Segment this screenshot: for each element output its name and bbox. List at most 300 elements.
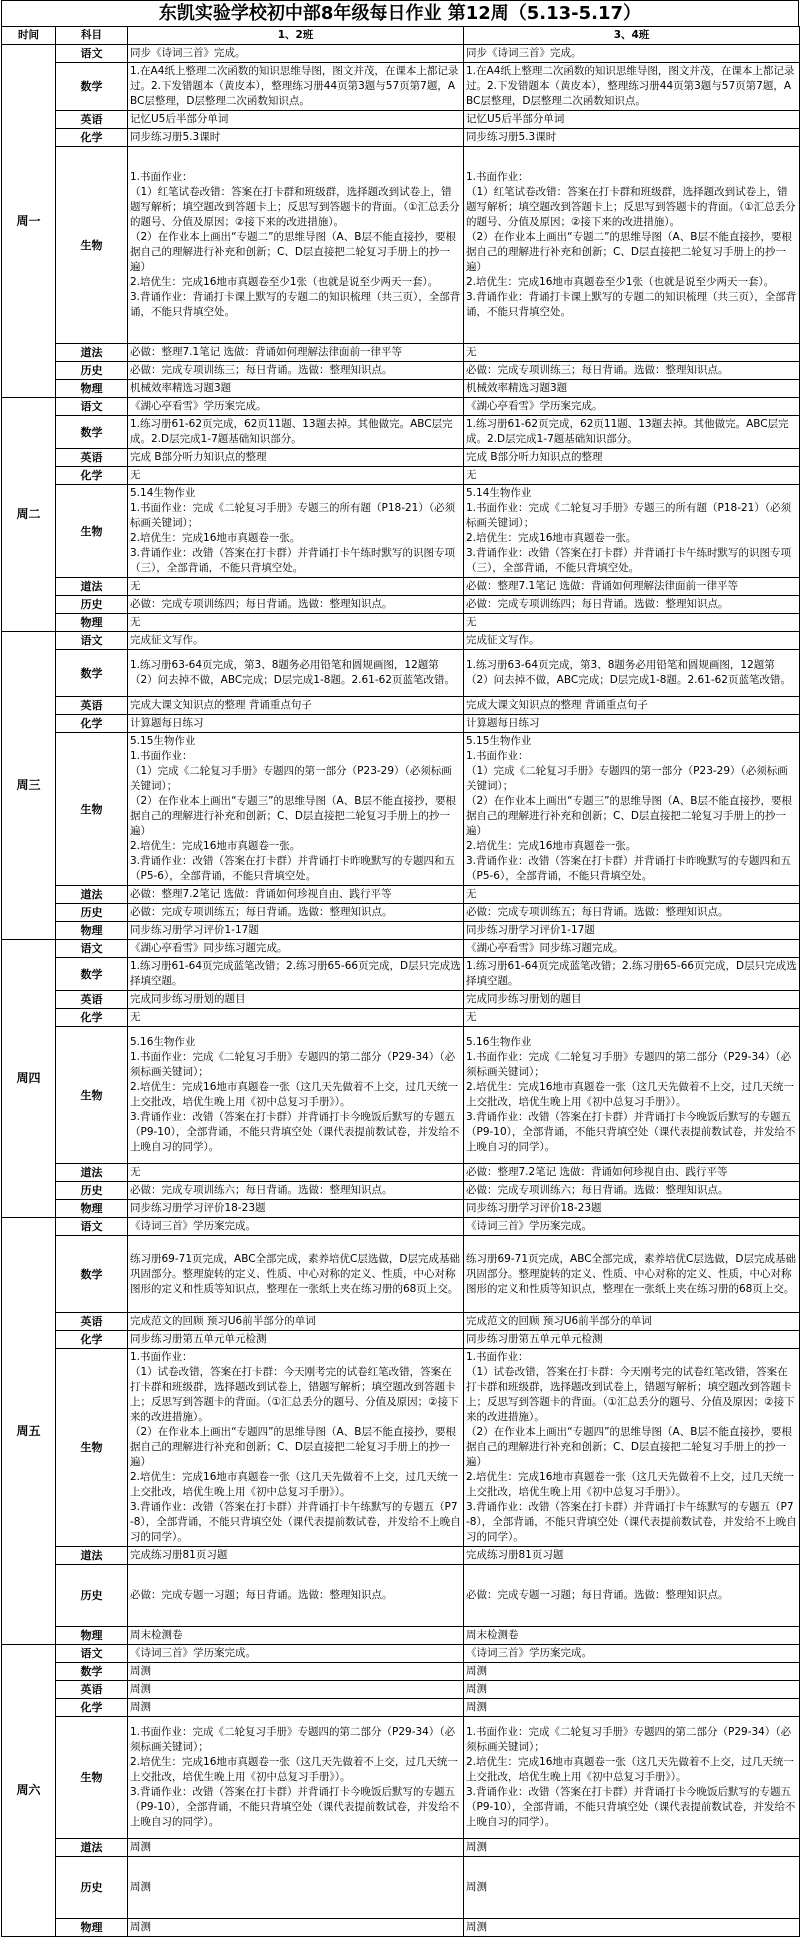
table-row <box>2 1027 800 1164</box>
homework-class-1-2 <box>128 1182 464 1200</box>
homework-class-3-4 <box>464 467 800 485</box>
homework-class-3-4 <box>464 362 800 380</box>
homework-class-3-4 <box>464 1919 800 1937</box>
homework-text: 5.16生物作业 1.书面作业：完成《二轮复习手册》专题四的第二部分（P29-34）（必须标画关键词）； 2.培优生：完成16地市真题卷一张（这几天先做着不上交，过几天统一上交批改，培优生晚上用《初中总复习手册》）。 3.背诵作业：改错（答案在打卡群）并背诵打卡今晚饭后默写的专题五（P9-10），全部背诵，不能只背填空处（课代表提前数试卷，并发给不上晚自习的同学）。 <box>466 1036 796 1153</box>
homework-text: 必做：完成专项训练六；每日背诵。选做：整理知识点。 <box>130 1184 393 1196</box>
homework-class-3-4 <box>464 1009 800 1027</box>
table-row <box>2 886 800 904</box>
homework-text: 完成范文的回顾 预习U6前半部分的单词 <box>466 1315 652 1327</box>
subject-cell: 物理 <box>56 1200 128 1218</box>
homework-text: 《湖心亭看雪》学历案完成。 <box>130 400 267 412</box>
homework-class-3-4 <box>464 1547 800 1565</box>
homework-text: 同步练习册5.3课时 <box>130 131 221 143</box>
homework-class-3-4 <box>464 940 800 958</box>
homework-text: 周测 <box>466 1881 487 1893</box>
subject-cell: 语文 <box>56 45 128 63</box>
homework-text: 1.练习册61-62页完成，62页11题、13题去掉。其他做完。ABC层完成。2.D层完成1-7题基础知识部分。 <box>466 418 789 445</box>
subject-cell: 英语 <box>56 991 128 1009</box>
subject-cell: 数学 <box>56 1663 128 1681</box>
homework-class-1-2 <box>128 380 464 398</box>
subject-cell: 化学 <box>56 715 128 733</box>
homework-text: 无 <box>466 616 477 628</box>
homework-class-1-2 <box>128 614 464 632</box>
table-row <box>2 485 800 578</box>
homework-body <box>2 45 800 1937</box>
homework-text: 同步练习册5.3课时 <box>466 131 557 143</box>
subject-cell: 道法 <box>56 886 128 904</box>
homework-class-3-4 <box>464 45 800 63</box>
subject-cell: 物理 <box>56 614 128 632</box>
table-row <box>2 1663 800 1681</box>
table-row <box>2 129 800 147</box>
homework-class-1-2 <box>128 697 464 715</box>
header-time: 时间 <box>2 27 56 45</box>
table-row <box>2 958 800 991</box>
subject-cell: 道法 <box>56 1839 128 1857</box>
homework-text: 1.书面作业： （1）红笔试卷改错：答案在打卡群和班级群，选择题改到试卷上，错题写解析；填空题改到答题卡上；反思写到答题卡的背面。（①汇总丢分的题号、分值及原因；②接下来的改进措施）。 （2）在作业本上画出“专题二”的思维导图（A、B层不能直接抄，要根据自己的理解进行补充和创新；C、D层直接把二轮复习手册上的抄一遍） 2.培优生：完成16地市真题卷至少1张（也就是说至少两天一套）。 3.背诵作业：背诵打卡课上默写的专题二的知识梳理（共三页），全部背诵，不能只背填空处。 <box>130 171 461 318</box>
homework-class-1-2 <box>128 1663 464 1681</box>
homework-class-1-2 <box>128 416 464 449</box>
homework-text: 完成范文的回顾 预习U6前半部分的单词 <box>130 1315 316 1327</box>
homework-text: 无 <box>466 346 477 358</box>
homework-class-3-4 <box>464 63 800 111</box>
homework-class-1-2 <box>128 1200 464 1218</box>
table-row <box>2 1645 800 1663</box>
homework-text: 完成 B部分听力知识点的整理 <box>130 451 267 463</box>
homework-text: 1.书面作业：完成《二轮复习手册》专题四的第二部分（P29-34）（必须标画关键词）； 2.培优生：完成16地市真题卷一张（这几天先做着不上交，过几天统一上交批改，培优生晚上用《初中总复习手册》）。 3.背诵作业：改错（答案在打卡群）并背诵打卡今晚饭后默写的专题五（P9-10），全部背诵，不能只背填空处（课代表提前数试卷，并发给不上晚自习的同学）。 <box>130 1726 460 1828</box>
subject-cell: 道法 <box>56 344 128 362</box>
homework-class-3-4 <box>464 886 800 904</box>
homework-text: 1.书面作业： （1）试卷改错，答案在打卡群：今天刚考完的试卷红笔改错，答案在打卡群和班级群，选择题改到试卷上，错题写解析；填空题改到答题卡上；反思写到答题卡的背面。（①汇总丢分的题号、分值及原因；②接下来的改进措施）。 （2）在作业本上画出“专题四”的思维导图（A、B层不能直接抄，要根据自己的理解进行补充和创新；C、D层直接把二轮复习手册上的抄一遍） 2.培优生：完成16地市真题卷一张（这几天先做着不上交，过几天统一上交批改，培优生晚上用《初中总复习手册》）。 3.背诵作业：改错（答案在打卡群）并背诵打卡午练默写的专题五（P7-8），全部背诵，不能只背填空处（课代表提前数试卷，并发给不上晚自习的同学）。 <box>466 1351 797 1543</box>
subject-cell: 生物 <box>56 1027 128 1164</box>
homework-text: 《诗词三首》学历案完成。 <box>130 1647 256 1659</box>
table-row <box>2 1200 800 1218</box>
homework-class-3-4 <box>464 129 800 147</box>
table-row <box>2 416 800 449</box>
homework-class-1-2 <box>128 1547 464 1565</box>
homework-class-3-4 <box>464 596 800 614</box>
homework-class-3-4 <box>464 650 800 697</box>
homework-text: 《诗词三首》学历案完成。 <box>130 1220 256 1232</box>
header-class-1-2: 1、2班 <box>128 27 464 45</box>
table-row <box>2 1565 800 1627</box>
table-row <box>2 1331 800 1349</box>
table-row <box>2 362 800 380</box>
homework-text: 必做：完成专题一习题；每日背诵。选做：整理知识点。 <box>466 1589 729 1601</box>
table-row <box>2 1313 800 1331</box>
subject-cell: 数学 <box>56 1236 128 1313</box>
homework-text: 周测 <box>466 1841 487 1853</box>
homework-class-3-4 <box>464 578 800 596</box>
day-cell: 周一 <box>2 45 56 398</box>
homework-class-1-2 <box>128 129 464 147</box>
homework-text: 周测 <box>130 1921 151 1933</box>
subject-cell: 生物 <box>56 147 128 344</box>
homework-class-1-2 <box>128 886 464 904</box>
homework-class-3-4 <box>464 449 800 467</box>
homework-text: 必做：完成专项训练四；每日背诵。选做：整理知识点。 <box>466 598 729 610</box>
header-subject: 科目 <box>56 27 128 45</box>
homework-class-3-4 <box>464 1027 800 1164</box>
homework-class-1-2 <box>128 578 464 596</box>
homework-text: 周末检测卷 <box>466 1629 519 1641</box>
subject-cell: 英语 <box>56 1681 128 1699</box>
subject-cell: 生物 <box>56 733 128 886</box>
table-row <box>2 1681 800 1699</box>
homework-text: 1.在A4纸上整理二次函数的知识思维导图，图文并茂，在课本上都记录过。2.下发错题本（黄皮本），整理练习册44页第3题与57页第7题，ABC层整理，D层整理二次函数知识点。 <box>130 65 459 107</box>
homework-class-3-4 <box>464 922 800 940</box>
homework-class-1-2 <box>128 940 464 958</box>
homework-text: 无 <box>130 469 141 481</box>
homework-text: 1.练习册63-64页完成，第3、8题务必用铅笔和圆规画图，12题第（2）问去掉不做，ABC完成；D层完成1-8题。2.61-62页蓝笔改错。 <box>466 659 791 686</box>
homework-class-1-2 <box>128 1349 464 1547</box>
day-cell: 周五 <box>2 1218 56 1645</box>
day-cell: 周二 <box>2 398 56 632</box>
homework-class-1-2 <box>128 922 464 940</box>
table-row <box>2 715 800 733</box>
homework-text: 周测 <box>130 1683 151 1695</box>
homework-text: 完成练习册81页习题 <box>466 1549 564 1561</box>
homework-text: 同步《诗词三首》完成。 <box>130 47 246 59</box>
homework-text: 5.14生物作业 1.书面作业：完成《二轮复习手册》专题三的所有题（P18-21）（必须标画关键词）； 2.培优生：完成16地市真题卷一张。 3.背诵作业：改错（答案在打卡群）并背诵打卡午练时默写的识图专项（三），全部背诵，不能只背填空处。 <box>130 487 456 574</box>
homework-class-3-4 <box>464 697 800 715</box>
homework-text: 周测 <box>466 1701 487 1713</box>
homework-class-3-4 <box>464 485 800 578</box>
header-class-3-4: 3、4班 <box>464 27 800 45</box>
homework-text: 必做：完成专项训练四；每日背诵。选做：整理知识点。 <box>130 598 393 610</box>
homework-text: 同步练习册学习评价1-17题 <box>130 924 259 936</box>
homework-class-3-4 <box>464 733 800 886</box>
homework-text: 《诗词三首》学历案完成。 <box>466 1647 592 1659</box>
homework-text: 1.书面作业： （1）红笔试卷改错：答案在打卡群和班级群，选择题改到试卷上，错题写解析；填空题改到答题卡上；反思写到答题卡的背面。（①汇总丢分的题号、分值及原因；②接下来的改进措施）。 （2）在作业本上画出“专题二”的思维导图（A、B层不能直接抄，要根据自己的理解进行补充和创新；C、D层直接把二轮复习手册上的抄一遍） 2.培优生：完成16地市真题卷至少1张（也就是说至少两天一套）。 3.背诵作业：背诵打卡课上默写的专题二的知识梳理（共三页），全部背诵，不能只背填空处。 <box>466 171 797 318</box>
subject-cell: 生物 <box>56 485 128 578</box>
homework-text: 无 <box>466 1011 477 1023</box>
subject-cell: 语文 <box>56 940 128 958</box>
subject-cell: 道法 <box>56 578 128 596</box>
homework-text: 同步《诗词三首》完成。 <box>466 47 582 59</box>
table-row <box>2 398 800 416</box>
homework-class-1-2 <box>128 467 464 485</box>
homework-text: 同步练习册学习评价1-17题 <box>466 924 595 936</box>
homework-class-1-2 <box>128 715 464 733</box>
homework-class-3-4 <box>464 1200 800 1218</box>
homework-text: 练习册69-71页完成，ABC全部完成，素养培优C层选做，D层完成基础巩固部分。整理旋转的定义、性质、中心对称的定义、性质，中心对称图形的定义和性质等知识点，整理在一张纸上夹在练习册的68页上交。 <box>130 1252 460 1295</box>
table-row <box>2 1218 800 1236</box>
homework-class-1-2 <box>128 485 464 578</box>
subject-cell: 数学 <box>56 416 128 449</box>
table-row <box>2 45 800 63</box>
homework-class-3-4 <box>464 398 800 416</box>
homework-class-3-4 <box>464 1236 800 1313</box>
homework-class-1-2 <box>128 344 464 362</box>
homework-sheet <box>1 0 799 1937</box>
day-cell: 周六 <box>2 1645 56 1937</box>
subject-cell: 语文 <box>56 1218 128 1236</box>
day-cell: 周四 <box>2 940 56 1218</box>
subject-cell: 化学 <box>56 1331 128 1349</box>
homework-class-1-2 <box>128 1627 464 1645</box>
subject-cell: 化学 <box>56 129 128 147</box>
homework-class-1-2 <box>128 45 464 63</box>
homework-class-3-4 <box>464 1839 800 1857</box>
homework-text: 周测 <box>466 1683 487 1695</box>
table-row <box>2 904 800 922</box>
table-row <box>2 147 800 344</box>
header-row <box>2 27 800 45</box>
subject-cell: 英语 <box>56 1313 128 1331</box>
homework-class-3-4 <box>464 1663 800 1681</box>
homework-text: 5.16生物作业 1.书面作业：完成《二轮复习手册》专题四的第二部分（P29-34）（必须标画关键词）； 2.培优生：完成16地市真题卷一张（这几天先做着不上交，过几天统一上交批改，培优生晚上用《初中总复习手册》）。 3.背诵作业：改错（答案在打卡群）并背诵打卡今晚饭后默写的专题五（P9-10），全部背诵，不能只背填空处（课代表提前数试卷，并发给不上晚自习的同学）。 <box>130 1036 460 1153</box>
homework-text: 5.15生物作业 1.书面作业： （1）完成《二轮复习手册》专题四的第一部分（P23-29）（必须标画关键词）； （2）在作业本上画出“专题三”的思维导图（A、B层不能直接抄，要根据自己的理解进行补充和创新；C、D层直接把二轮复习手册上的抄一遍） 2.培优生：完成16地市真题卷一张。 3.背诵作业：改错（答案在打卡群）并背诵打卡昨晚默写的专题四和五（P5-6），全部背诵，不能只背填空处。 <box>130 735 456 882</box>
homework-class-3-4 <box>464 1627 800 1645</box>
homework-text: 同步练习册第五单元单元检测 <box>130 1333 267 1345</box>
homework-text: 完成大课文知识点的整理 背诵重点句子 <box>466 699 648 711</box>
homework-text: 《诗词三首》学历案完成。 <box>466 1220 592 1232</box>
homework-class-1-2 <box>128 1164 464 1182</box>
subject-cell: 化学 <box>56 1699 128 1717</box>
table-row <box>2 650 800 697</box>
homework-class-1-2 <box>128 1717 464 1839</box>
homework-text: 机械效率精选习题3题 <box>130 382 232 394</box>
homework-text: 周测 <box>130 1701 151 1713</box>
homework-class-3-4 <box>464 958 800 991</box>
homework-text: 同步练习册学习评价18-23题 <box>466 1202 602 1214</box>
subject-cell: 生物 <box>56 1717 128 1839</box>
subject-cell: 数学 <box>56 650 128 697</box>
homework-text: 无 <box>466 469 477 481</box>
homework-text: 必做：整理7.2笔记 选做：背诵如何珍视自由、践行平等 <box>466 1166 728 1178</box>
subject-cell: 化学 <box>56 467 128 485</box>
homework-text: 1.练习册61-62页完成，62页11题、13题去掉。其他做完。ABC层完成。2.D层完成1-7题基础知识部分。 <box>130 418 453 445</box>
homework-table <box>1 26 800 1937</box>
homework-class-1-2 <box>128 1565 464 1627</box>
homework-text: 《湖心亭看雪》同步练习题完成。 <box>466 942 624 954</box>
homework-class-3-4 <box>464 632 800 650</box>
homework-text: 必做：整理7.1笔记 选做：背诵如何理解法律面前一律平等 <box>130 346 403 358</box>
homework-class-1-2 <box>128 1009 464 1027</box>
homework-text: 完成同步练习册划的题目 <box>130 993 246 1005</box>
table-row <box>2 449 800 467</box>
homework-text: 周测 <box>130 1841 151 1853</box>
homework-class-3-4 <box>464 344 800 362</box>
homework-text: 无 <box>130 1166 141 1178</box>
homework-text: 《湖心亭看雪》学历案完成。 <box>466 400 603 412</box>
homework-class-1-2 <box>128 1699 464 1717</box>
homework-class-3-4 <box>464 1699 800 1717</box>
homework-text: 完成练习册81页习题 <box>130 1549 228 1561</box>
homework-text: 周末检测卷 <box>130 1629 183 1641</box>
homework-class-3-4 <box>464 1681 800 1699</box>
homework-class-1-2 <box>128 1857 464 1919</box>
table-row <box>2 614 800 632</box>
homework-text: 1.书面作业： （1）试卷改错，答案在打卡群：今天刚考完的试卷红笔改错，答案在打卡群和班级群，选择题改到试卷上，错题写解析；填空题改到答题卡上；反思写到答题卡的背面。（①汇总丢分的题号、分值及原因；②接下来的改进措施）。 （2）在作业本上画出“专题四”的思维导图（A、B层不能直接抄，要根据自己的理解进行补充和创新；C、D层直接把二轮复习手册上的抄一遍） 2.培优生：完成16地市真题卷一张（这几天先做着不上交，过几天统一上交批改，培优生晚上用《初中总复习手册》）。 3.背诵作业：改错（答案在打卡群）并背诵打卡午练默写的专题五（P7-8），全部背诵，不能只背填空处（课代表提前数试卷，并发给不上晚自习的同学）。 <box>130 1351 461 1543</box>
table-row <box>2 467 800 485</box>
homework-text: 计算题每日练习 <box>466 717 540 729</box>
homework-text: 周测 <box>466 1921 487 1933</box>
homework-class-1-2 <box>128 1839 464 1857</box>
homework-class-1-2 <box>128 904 464 922</box>
subject-cell: 物理 <box>56 380 128 398</box>
subject-cell: 英语 <box>56 697 128 715</box>
subject-cell: 道法 <box>56 1547 128 1565</box>
subject-cell: 历史 <box>56 904 128 922</box>
homework-text: 必做：完成专项训练三；每日背诵。选做：整理知识点。 <box>466 364 729 376</box>
homework-text: 必做：完成专题一习题；每日背诵。选做：整理知识点。 <box>130 1589 393 1601</box>
homework-text: 无 <box>130 580 141 592</box>
subject-cell: 物理 <box>56 1919 128 1937</box>
homework-text: 记忆U5后半部分单词 <box>466 113 565 125</box>
homework-class-3-4 <box>464 416 800 449</box>
homework-class-3-4 <box>464 991 800 1009</box>
subject-cell: 语文 <box>56 1645 128 1663</box>
homework-text: 练习册69-71页完成，ABC全部完成，素养培优C层选做，D层完成基础巩固部分。整理旋转的定义、性质、中心对称的定义、性质，中心对称图形的定义和性质等知识点，整理在一张纸上夹在练习册的68页上交。 <box>466 1252 796 1295</box>
homework-text: 必做：完成专项训练五；每日背诵。选做：整理知识点。 <box>466 906 729 918</box>
homework-text: 完成同步练习册划的题目 <box>466 993 582 1005</box>
table-row <box>2 111 800 129</box>
homework-class-3-4 <box>464 1565 800 1627</box>
table-row <box>2 1164 800 1182</box>
subject-cell: 历史 <box>56 1182 128 1200</box>
homework-class-3-4 <box>464 111 800 129</box>
subject-cell: 生物 <box>56 1349 128 1547</box>
page-title: 东凯实验学校初中部8年级每日作业 第12周（5.13-5.17） <box>1 0 799 26</box>
table-row <box>2 1839 800 1857</box>
homework-class-1-2 <box>128 1313 464 1331</box>
homework-class-1-2 <box>128 449 464 467</box>
homework-text: 记忆U5后半部分单词 <box>130 113 229 125</box>
homework-text: 周测 <box>130 1665 151 1677</box>
table-row <box>2 1236 800 1313</box>
table-row <box>2 63 800 111</box>
subject-cell: 数学 <box>56 958 128 991</box>
subject-cell: 语文 <box>56 398 128 416</box>
homework-text: 《湖心亭看雪》同步练习题完成。 <box>130 942 288 954</box>
subject-cell: 历史 <box>56 362 128 380</box>
table-row <box>2 632 800 650</box>
homework-class-1-2 <box>128 147 464 344</box>
homework-text: 无 <box>130 1011 141 1023</box>
subject-cell: 道法 <box>56 1164 128 1182</box>
table-row <box>2 1009 800 1027</box>
homework-class-1-2 <box>128 1236 464 1313</box>
homework-text: 必做：整理7.2笔记 选做：背诵如何珍视自由、践行平等 <box>130 888 392 900</box>
homework-text: 完成征文写作。 <box>130 634 204 646</box>
homework-class-3-4 <box>464 380 800 398</box>
homework-text: 同步练习册学习评价18-23题 <box>130 1202 266 1214</box>
homework-class-1-2 <box>128 1681 464 1699</box>
homework-class-1-2 <box>128 111 464 129</box>
homework-text: 1.书面作业：完成《二轮复习手册》专题四的第二部分（P29-34）（必须标画关键词）； 2.培优生：完成16地市真题卷一张（这几天先做着不上交，过几天统一上交批改，培优生晚上用《初中总复习手册》）。 3.背诵作业：改错（答案在打卡群）并背诵打卡今晚饭后默写的专题五（P9-10），全部背诵，不能只背填空处（课代表提前数试卷，并发给不上晚自习的同学）。 <box>466 1726 796 1828</box>
homework-text: 必做：完成专项训练五；每日背诵。选做：整理知识点。 <box>130 906 393 918</box>
homework-text: 1.练习册63-64页完成，第3、8题务必用铅笔和圆规画图，12题第（2）问去掉不做，ABC完成；D层完成1-8题。2.61-62页蓝笔改错。 <box>130 659 455 686</box>
table-row <box>2 940 800 958</box>
table-row <box>2 1627 800 1645</box>
table-row <box>2 1857 800 1919</box>
homework-class-1-2 <box>128 63 464 111</box>
homework-text: 周测 <box>466 1665 487 1677</box>
table-row <box>2 1919 800 1937</box>
table-row <box>2 380 800 398</box>
homework-class-3-4 <box>464 904 800 922</box>
homework-class-3-4 <box>464 1313 800 1331</box>
subject-cell: 物理 <box>56 922 128 940</box>
homework-text: 5.15生物作业 1.书面作业： （1）完成《二轮复习手册》专题四的第一部分（P23-29）（必须标画关键词）； （2）在作业本上画出“专题三”的思维导图（A、B层不能直接抄，要根据自己的理解进行补充和创新；C、D层直接把二轮复习手册上的抄一遍） 2.培优生：完成16地市真题卷一张。 3.背诵作业：改错（答案在打卡群）并背诵打卡昨晚默写的专题四和五（P5-6），全部背诵，不能只背填空处。 <box>466 735 792 882</box>
homework-class-1-2 <box>128 362 464 380</box>
homework-text: 1.在A4纸上整理二次函数的知识思维导图，图文并茂，在课本上都记录过。2.下发错题本（黄皮本），整理练习册44页第3题与57页第7题，ABC层整理，D层整理二次函数知识点。 <box>466 65 795 107</box>
homework-class-1-2 <box>128 398 464 416</box>
homework-text: 5.14生物作业 1.书面作业：完成《二轮复习手册》专题三的所有题（P18-21）（必须标画关键词）； 2.培优生：完成16地市真题卷一张。 3.背诵作业：改错（答案在打卡群）并背诵打卡午练时默写的识图专项（三），全部背诵，不能只背填空处。 <box>466 487 792 574</box>
table-row <box>2 733 800 886</box>
homework-text: 必做：完成专项训练三；每日背诵。选做：整理知识点。 <box>130 364 393 376</box>
homework-class-3-4 <box>464 1182 800 1200</box>
homework-class-1-2 <box>128 1919 464 1937</box>
homework-text: 完成征文写作。 <box>466 634 540 646</box>
subject-cell: 英语 <box>56 111 128 129</box>
homework-class-3-4 <box>464 147 800 344</box>
homework-class-1-2 <box>128 1027 464 1164</box>
homework-class-3-4 <box>464 1218 800 1236</box>
table-row <box>2 922 800 940</box>
table-row <box>2 991 800 1009</box>
homework-class-1-2 <box>128 1218 464 1236</box>
homework-class-3-4 <box>464 1717 800 1839</box>
subject-cell: 物理 <box>56 1627 128 1645</box>
table-row <box>2 1182 800 1200</box>
homework-class-3-4 <box>464 1857 800 1919</box>
homework-class-1-2 <box>128 650 464 697</box>
homework-class-1-2 <box>128 991 464 1009</box>
homework-class-3-4 <box>464 1164 800 1182</box>
table-row <box>2 697 800 715</box>
homework-text: 无 <box>466 888 477 900</box>
homework-class-1-2 <box>128 596 464 614</box>
homework-text: 完成大课文知识点的整理 背诵重点句子 <box>130 699 312 711</box>
homework-text: 完成 B部分听力知识点的整理 <box>466 451 603 463</box>
subject-cell: 数学 <box>56 63 128 111</box>
homework-text: 机械效率精选习题3题 <box>466 382 568 394</box>
homework-text: 同步练习册第五单元单元检测 <box>466 1333 603 1345</box>
homework-text: 计算题每日练习 <box>130 717 204 729</box>
homework-text: 必做：整理7.1笔记 选做：背诵如何理解法律面前一律平等 <box>466 580 739 592</box>
homework-class-3-4 <box>464 1645 800 1663</box>
homework-text: 无 <box>130 616 141 628</box>
table-row <box>2 344 800 362</box>
homework-class-1-2 <box>128 1331 464 1349</box>
subject-cell: 英语 <box>56 449 128 467</box>
table-row <box>2 1717 800 1839</box>
subject-cell: 历史 <box>56 596 128 614</box>
subject-cell: 化学 <box>56 1009 128 1027</box>
homework-class-1-2 <box>128 733 464 886</box>
homework-text: 1.练习册61-64页完成蓝笔改错；2.练习册65-66页完成，D层只完成选择填空题。 <box>130 960 461 987</box>
subject-cell: 历史 <box>56 1565 128 1627</box>
table-row <box>2 1547 800 1565</box>
homework-text: 必做：完成专项训练六；每日背诵。选做：整理知识点。 <box>466 1184 729 1196</box>
homework-class-3-4 <box>464 1349 800 1547</box>
day-cell: 周三 <box>2 632 56 940</box>
homework-text: 1.练习册61-64页完成蓝笔改错；2.练习册65-66页完成，D层只完成选择填空题。 <box>466 960 797 987</box>
table-row <box>2 1699 800 1717</box>
homework-class-1-2 <box>128 632 464 650</box>
subject-cell: 历史 <box>56 1857 128 1919</box>
table-row <box>2 596 800 614</box>
homework-class-3-4 <box>464 715 800 733</box>
homework-text: 周测 <box>130 1881 151 1893</box>
table-row <box>2 1349 800 1547</box>
homework-class-3-4 <box>464 614 800 632</box>
subject-cell: 语文 <box>56 632 128 650</box>
homework-class-1-2 <box>128 958 464 991</box>
